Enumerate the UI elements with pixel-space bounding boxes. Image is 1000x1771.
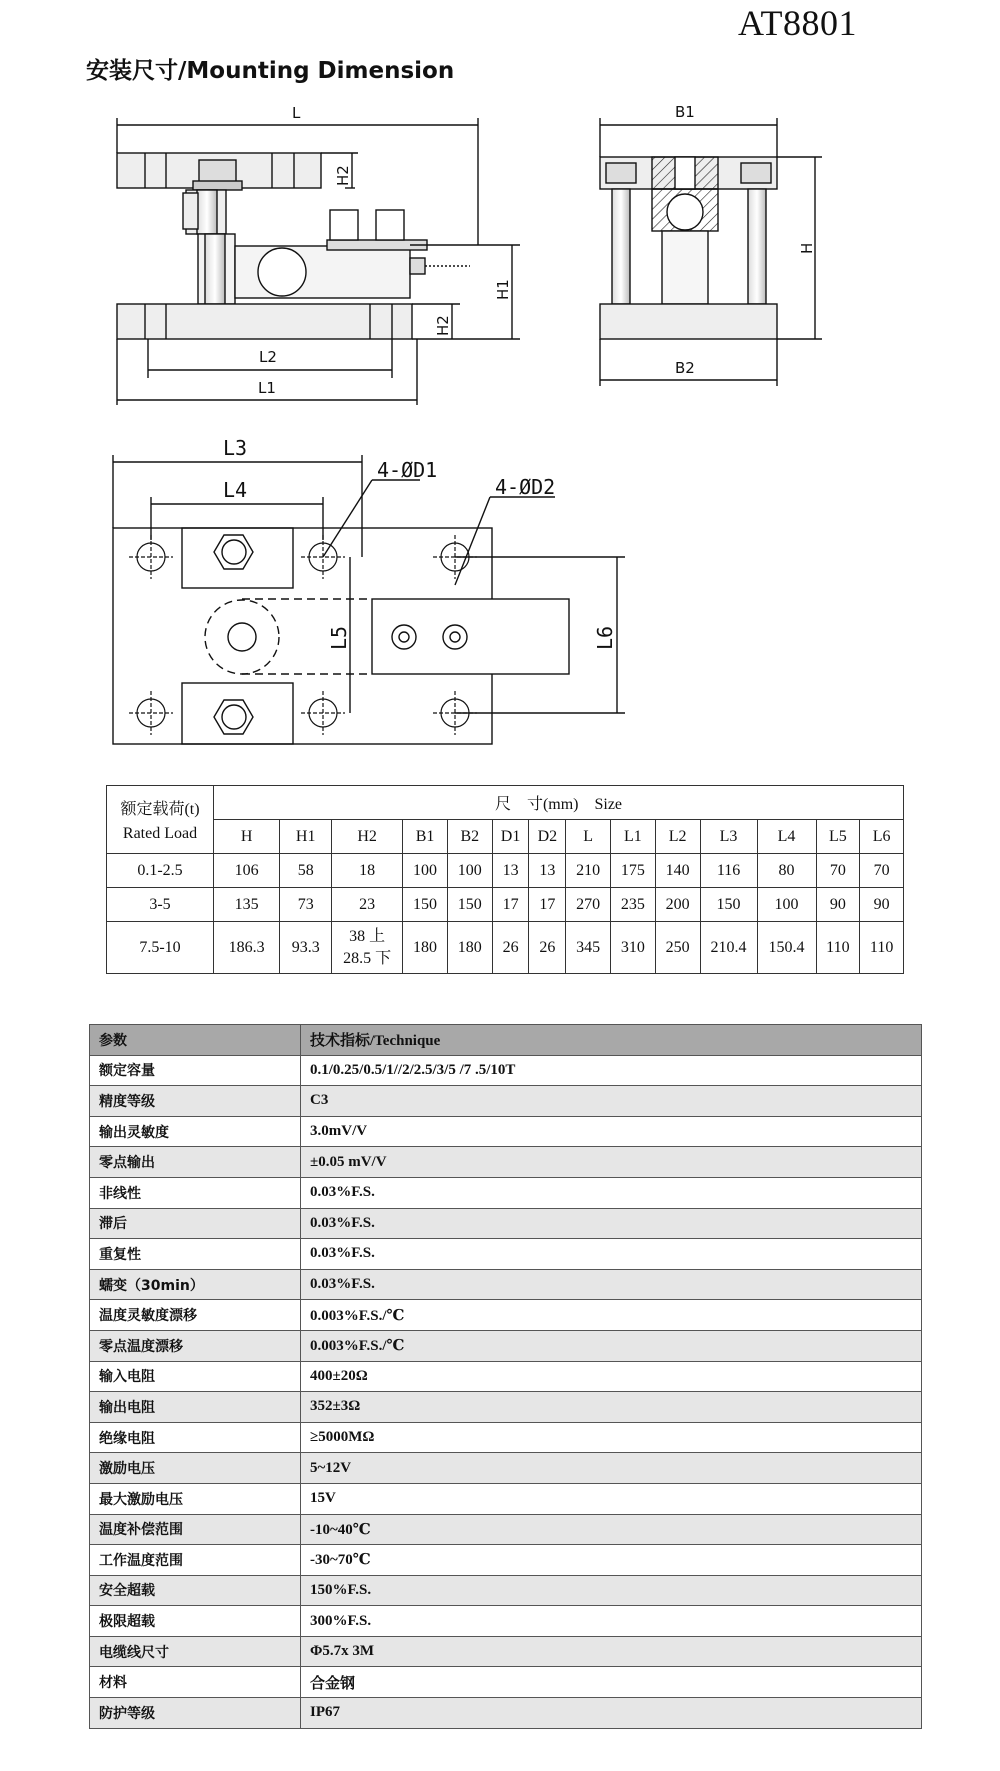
cell: 90: [860, 888, 904, 922]
table-row: [107, 888, 904, 922]
spec-row: [90, 1361, 922, 1392]
spec-row: [90, 1392, 922, 1423]
cell: 116: [700, 854, 757, 888]
model-number: AT8801: [738, 3, 857, 43]
spec-value: 3.0mV/V: [301, 1116, 922, 1147]
cell: 70: [860, 854, 904, 888]
col-h1: H1: [280, 820, 332, 854]
bottom-plate: [117, 304, 412, 339]
row-load: 0.1-2.5: [107, 854, 214, 888]
spec-row: [90, 1330, 922, 1361]
cell: 100: [447, 854, 492, 888]
dim-label-l: L: [292, 104, 301, 122]
dim-label-l4: L4: [223, 478, 248, 502]
cell: 93.3: [280, 922, 332, 974]
cell: 150: [447, 888, 492, 922]
spec-param: 输出电阻: [90, 1392, 301, 1423]
dim-label-d2: 4-ØD2: [495, 475, 556, 499]
col-h: H: [214, 820, 280, 854]
spec-row: [90, 1055, 922, 1086]
cell: 26: [529, 922, 566, 974]
cell: 110: [860, 922, 904, 974]
spec-value: 400±20Ω: [301, 1361, 922, 1392]
spec-row: [90, 1575, 922, 1606]
spec-param: 温度补偿范围: [90, 1514, 301, 1545]
spec-row: [90, 1300, 922, 1331]
cell: 17: [492, 888, 529, 922]
cell: 135: [214, 888, 280, 922]
dim-label-l1: L1: [258, 379, 276, 397]
spec-value: 0.03%F.S.: [301, 1177, 922, 1208]
spec-row: [90, 1606, 922, 1637]
spec-row: [90, 1208, 922, 1239]
cell: 250: [655, 922, 700, 974]
spec-value: IP67: [301, 1698, 922, 1729]
spec-value: 0.03%F.S.: [301, 1269, 922, 1300]
cell: 270: [566, 888, 611, 922]
cell: 150: [403, 888, 448, 922]
spec-row: [90, 1269, 922, 1300]
spec-value: 0.1/0.25/0.5/1//2/2.5/3/5 /7 .5/10T: [301, 1055, 922, 1086]
spec-param: 零点输出: [90, 1147, 301, 1178]
cell: 58: [280, 854, 332, 888]
col-b1: B1: [403, 820, 448, 854]
spec-param: 工作温度范围: [90, 1545, 301, 1576]
col-l: L: [566, 820, 611, 854]
spec-header-row: [90, 1025, 922, 1056]
cell: 110: [816, 922, 860, 974]
cell: 150: [700, 888, 757, 922]
col-d2: D2: [529, 820, 566, 854]
table-row: [107, 854, 904, 888]
dim-label-b1: B1: [675, 103, 695, 121]
spec-param: 滞后: [90, 1208, 301, 1239]
cell: 345: [566, 922, 611, 974]
dimension-table: [106, 785, 904, 974]
cell: 18: [332, 854, 403, 888]
cell: 180: [447, 922, 492, 974]
spec-value: ±0.05 mV/V: [301, 1147, 922, 1178]
spec-param: 蠕变（30min）: [90, 1269, 301, 1300]
cell: 73: [280, 888, 332, 922]
cell-h2-split: [332, 922, 403, 974]
cell: 23: [332, 888, 403, 922]
spec-param: 非线性: [90, 1177, 301, 1208]
spec-param: 绝缘电阻: [90, 1422, 301, 1453]
spec-row: [90, 1116, 922, 1147]
spec-value: 352±3Ω: [301, 1392, 922, 1423]
spec-row: [90, 1422, 922, 1453]
dim-label-l2: L2: [259, 348, 277, 366]
spec-value: 15V: [301, 1483, 922, 1514]
dim-label-l5: L5: [327, 625, 351, 650]
dim-label-h1: H1: [494, 279, 512, 300]
spec-value: 0.003%F.S./℃: [301, 1300, 922, 1331]
spec-param: 材料: [90, 1667, 301, 1698]
cell: 13: [492, 854, 529, 888]
cell: 175: [611, 854, 656, 888]
dim-label-h2-top: H2: [334, 165, 352, 186]
cell: 90: [816, 888, 860, 922]
col-l1: L1: [611, 820, 656, 854]
cell: 17: [529, 888, 566, 922]
spec-param: 零点温度漂移: [90, 1330, 301, 1361]
spec-param: 重复性: [90, 1239, 301, 1270]
cell: 26: [492, 922, 529, 974]
cell: 150.4: [757, 922, 816, 974]
spec-row: [90, 1698, 922, 1729]
spec-row: [90, 1545, 922, 1576]
spec-param: 输入电阻: [90, 1361, 301, 1392]
spec-value: 150%F.S.: [301, 1575, 922, 1606]
cell: 80: [757, 854, 816, 888]
spec-param: 激励电压: [90, 1453, 301, 1484]
dim-label-l3: L3: [223, 436, 248, 460]
mounting-drawing: [0, 0, 1000, 770]
cell: 140: [655, 854, 700, 888]
section-title: 安装尺寸/Mounting Dimension: [86, 58, 455, 84]
spec-value: 300%F.S.: [301, 1606, 922, 1637]
row-load: 7.5-10: [107, 922, 214, 974]
spec-header-param: 参数: [90, 1025, 301, 1056]
dim-label-h2-bottom: H2: [434, 315, 452, 336]
col-d1: D1: [492, 820, 529, 854]
col-l6: L6: [860, 820, 904, 854]
cell: 100: [757, 888, 816, 922]
spec-param: 精度等级: [90, 1086, 301, 1117]
spec-value: 0.03%F.S.: [301, 1208, 922, 1239]
spec-row: [90, 1483, 922, 1514]
spec-value: 5~12V: [301, 1453, 922, 1484]
spec-param: 防护等级: [90, 1698, 301, 1729]
spec-row: [90, 1239, 922, 1270]
spec-value: 0.03%F.S.: [301, 1239, 922, 1270]
spec-value: -10~40℃: [301, 1514, 922, 1545]
spec-param: 温度灵敏度漂移: [90, 1300, 301, 1331]
spec-row: [90, 1086, 922, 1117]
dim-label-h: H: [798, 242, 816, 254]
rated-load-header: [107, 786, 214, 854]
spec-param: 安全超载: [90, 1575, 301, 1606]
spec-value: 合金钢: [301, 1667, 922, 1698]
spec-param: 极限超载: [90, 1606, 301, 1637]
col-l2: L2: [655, 820, 700, 854]
cell: 70: [816, 854, 860, 888]
cell: 13: [529, 854, 566, 888]
table-row: [107, 922, 904, 974]
col-h2: H2: [332, 820, 403, 854]
cell: 310: [611, 922, 656, 974]
spec-row: [90, 1667, 922, 1698]
spec-param: 额定容量: [90, 1055, 301, 1086]
h2-lower: 28.5 下: [343, 949, 392, 967]
spec-value: ≥5000MΩ: [301, 1422, 922, 1453]
cell: 200: [655, 888, 700, 922]
size-header: 尺 寸(mm) Size: [214, 786, 904, 820]
spec-param: 最大激励电压: [90, 1483, 301, 1514]
spec-header-value: 技术指标/Technique: [301, 1025, 922, 1056]
spec-table: [89, 1024, 922, 1729]
spec-row: [90, 1147, 922, 1178]
spec-value: 0.003%F.S./℃: [301, 1330, 922, 1361]
row-load: 3-5: [107, 888, 214, 922]
spec-value: C3: [301, 1086, 922, 1117]
front-view: [117, 118, 520, 405]
spec-row: [90, 1453, 922, 1484]
col-l3: L3: [700, 820, 757, 854]
spec-param: 电缆线尺寸: [90, 1636, 301, 1667]
cell: 186.3: [214, 922, 280, 974]
spec-value: Φ5.7x 3M: [301, 1636, 922, 1667]
rated-load-cn: 额定载荷(t): [120, 801, 200, 818]
side-view: [600, 118, 822, 386]
spec-row: [90, 1636, 922, 1667]
dim-label-d1: 4-ØD1: [377, 458, 438, 482]
rated-load-en: Rated Load: [122, 825, 198, 842]
cell: 235: [611, 888, 656, 922]
dim-label-b2: B2: [675, 359, 695, 377]
h2-upper: 38 上: [349, 927, 386, 945]
spec-param: 输出灵敏度: [90, 1116, 301, 1147]
cell: 210.4: [700, 922, 757, 974]
column-header-row: [107, 820, 904, 854]
cell: 180: [403, 922, 448, 974]
dim-label-l6: L6: [593, 625, 617, 650]
spec-row: [90, 1514, 922, 1545]
spec-row: [90, 1177, 922, 1208]
cell: 106: [214, 854, 280, 888]
col-l5: L5: [816, 820, 860, 854]
col-b2: B2: [447, 820, 492, 854]
spec-value: -30~70℃: [301, 1545, 922, 1576]
col-l4: L4: [757, 820, 816, 854]
cell: 210: [566, 854, 611, 888]
cell: 100: [403, 854, 448, 888]
